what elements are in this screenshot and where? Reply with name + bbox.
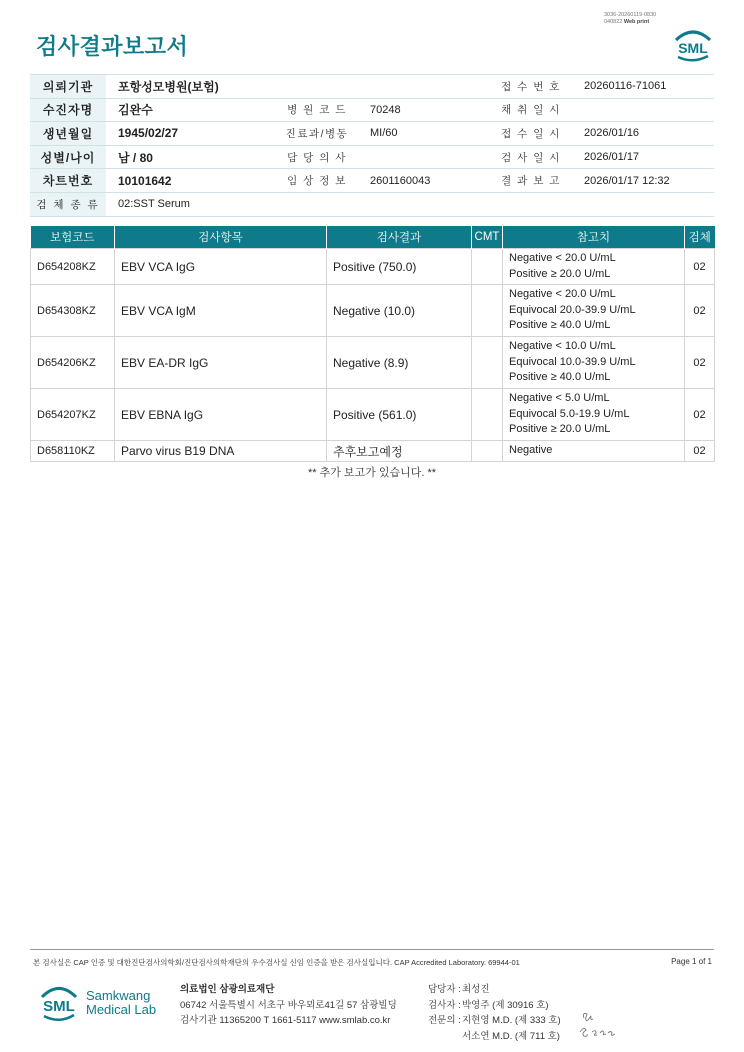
row-cmt (472, 337, 503, 389)
clinical-value: 2601160043 (360, 169, 490, 193)
row-code: D654206KZ (31, 337, 115, 389)
report-title: 검사결과보고서 (36, 34, 189, 59)
organization-info (180, 982, 397, 1029)
row-code: D654308KZ (31, 285, 115, 337)
staff-row: 전문의 : 지현영 M.D. (제 333 호) (428, 1015, 561, 1026)
info-row (30, 145, 714, 169)
info-row (30, 75, 714, 99)
info-row (30, 122, 714, 146)
row-reference (503, 337, 685, 389)
row-cmt (472, 441, 503, 462)
reference-line: Negative (509, 444, 553, 457)
reference-line: Negative < 5.0 U/mL (509, 392, 610, 405)
sml-footer-logo-icon (36, 980, 82, 1026)
birth-label: 생년월일 (30, 122, 106, 146)
row-specimen: 02 (685, 249, 715, 285)
col-specimen: 검체 (685, 226, 715, 249)
row-specimen: 02 (685, 389, 715, 441)
received-date-label: 접 수 일 시 (490, 122, 572, 146)
row-reference (503, 285, 685, 337)
row-code: D658110KZ (31, 441, 115, 462)
table-row (31, 389, 715, 441)
table-row (31, 285, 715, 337)
col-cmt: CMT (472, 226, 503, 249)
reference-line: Positive ≥ 20.0 U/mL (509, 423, 611, 436)
sex-age-value: 남 / 80 (106, 145, 274, 169)
row-result: Positive (750.0) (327, 249, 472, 285)
row-cmt (472, 285, 503, 337)
print-code-line2: 040822 Web print (604, 19, 650, 25)
info-row (30, 169, 714, 193)
chart-no-label: 차트번호 (30, 169, 106, 193)
test-date-value: 2026/01/17 (572, 145, 714, 169)
doctor-value (360, 145, 490, 169)
col-reference: 참고치 (503, 226, 685, 249)
test-date-label: 검 사 일 시 (490, 145, 572, 169)
certification-text: 본 검사실은 CAP 인증 및 대한진단검사의학회/진단검사의학재단의 우수검사실 신임 인증을 받은 검사실입니다. CAP Accredited Laboratory. 69944-01 (33, 958, 520, 967)
staff-row: 담당자 : 최성진 (428, 984, 490, 995)
web-print-label: Web print (623, 19, 650, 25)
collect-date-value (572, 98, 714, 122)
report-date-value: 2026/01/17 12:32 (572, 169, 714, 193)
footer-divider (30, 949, 714, 950)
table-row (31, 441, 715, 462)
print-code-line1: 3036-20260119-0830 (604, 12, 657, 18)
reference-line: Equivocal 10.0-39.9 U/mL (509, 355, 636, 368)
row-reference (503, 249, 685, 285)
staff-row: 검사자 : 박영주 (제 30916 호) (428, 999, 549, 1011)
dept-label: 진료과/병동 (274, 122, 360, 146)
chart-no-value: 10101642 (106, 169, 274, 193)
reference-line: Positive ≥ 40.0 U/mL (509, 371, 611, 384)
receipt-no-label: 접 수 번 호 (490, 75, 572, 99)
signature-icon (578, 1010, 618, 1042)
row-specimen: 02 (685, 337, 715, 389)
row-cmt (472, 249, 503, 285)
row-reference (503, 389, 685, 441)
doctor-label: 담 당 의 사 (274, 145, 360, 169)
receipt-no-value: 20260116-71061 (572, 75, 714, 99)
reference-line: Positive ≥ 20.0 U/mL (509, 267, 611, 280)
info-row (30, 98, 714, 122)
row-specimen: 02 (685, 285, 715, 337)
patient-info-table (30, 74, 714, 217)
brand-name: Samkwang Medical Lab (86, 988, 157, 1017)
svg-text:SML: SML (678, 40, 708, 56)
dept-value: MI/60 (360, 122, 490, 146)
table-row (31, 337, 715, 389)
reference-line: Equivocal 5.0-19.9 U/mL (509, 407, 630, 420)
institution-label: 의뢰기관 (30, 75, 106, 99)
table-row (31, 249, 715, 285)
row-item: EBV EBNA IgG (115, 389, 327, 441)
birth-value: 1945/02/27 (106, 122, 274, 146)
row-specimen: 02 (685, 441, 715, 462)
row-result: 추후보고예정 (327, 441, 472, 462)
row-cmt (472, 389, 503, 441)
info-row (30, 192, 714, 216)
row-item: EBV VCA IgM (115, 285, 327, 337)
reference-line: Negative < 10.0 U/mL (509, 340, 616, 353)
reference-line: Negative < 20.0 U/mL (509, 252, 616, 264)
col-test-result: 검사결과 (327, 226, 472, 249)
org-address: 06742 서울특별시 서초구 바우뫼로41길 57 삼광빌딩 (180, 999, 397, 1011)
additional-report-note: ** 추가 보고가 있습니다. ** (307, 467, 437, 479)
row-item: Parvo virus B19 DNA (115, 441, 327, 462)
clinical-label: 임 상 정 보 (274, 169, 360, 193)
results-header-row (31, 226, 715, 249)
specimen-type-value: 02:SST Serum (106, 192, 714, 216)
sml-logo-icon (670, 26, 716, 64)
received-date-value: 2026/01/16 (572, 122, 714, 146)
collect-date-label: 채 취 일 시 (490, 98, 572, 122)
org-name: 의료법인 삼광의료재단 (180, 984, 275, 995)
staff-list (428, 982, 561, 1044)
patient-label: 수진자명 (30, 98, 106, 122)
row-item: EBV VCA IgG (115, 249, 327, 285)
col-insurance-code: 보험코드 (31, 226, 115, 249)
results-table (30, 226, 715, 462)
svg-text:SML: SML (43, 998, 75, 1015)
patient-value: 김완수 (106, 98, 274, 122)
col-test-item: 검사항목 (115, 226, 327, 249)
hospital-code-value: 70248 (360, 98, 490, 122)
reference-line: Positive ≥ 40.0 U/mL (509, 319, 611, 332)
hospital-code-label: 병 원 코 드 (274, 98, 360, 122)
reference-line: Negative < 20.0 U/mL (509, 288, 616, 301)
row-result: Positive (561.0) (327, 389, 472, 441)
reference-line: Equivocal 20.0-39.9 U/mL (509, 303, 636, 316)
report-date-label: 결 과 보 고 (490, 169, 572, 193)
org-contact: 검사기관 11365200 T 1661-5117 www.smlab.co.kr (180, 1015, 391, 1026)
print-code (604, 12, 656, 26)
page-number: Page 1 of 1 (671, 957, 712, 966)
specimen-type-label: 검 체 종 류 (30, 192, 106, 216)
row-code: D654207KZ (31, 389, 115, 441)
sex-age-label: 성별/나이 (30, 145, 106, 169)
row-code: D654208KZ (31, 249, 115, 285)
row-result: Negative (10.0) (327, 285, 472, 337)
institution-value: 포항성모병원(보험) (106, 75, 490, 99)
row-result: Negative (8.9) (327, 337, 472, 389)
row-reference (503, 441, 685, 462)
row-item: EBV EA-DR IgG (115, 337, 327, 389)
staff-row: 서소연 M.D. (제 711 호) (462, 1030, 560, 1042)
